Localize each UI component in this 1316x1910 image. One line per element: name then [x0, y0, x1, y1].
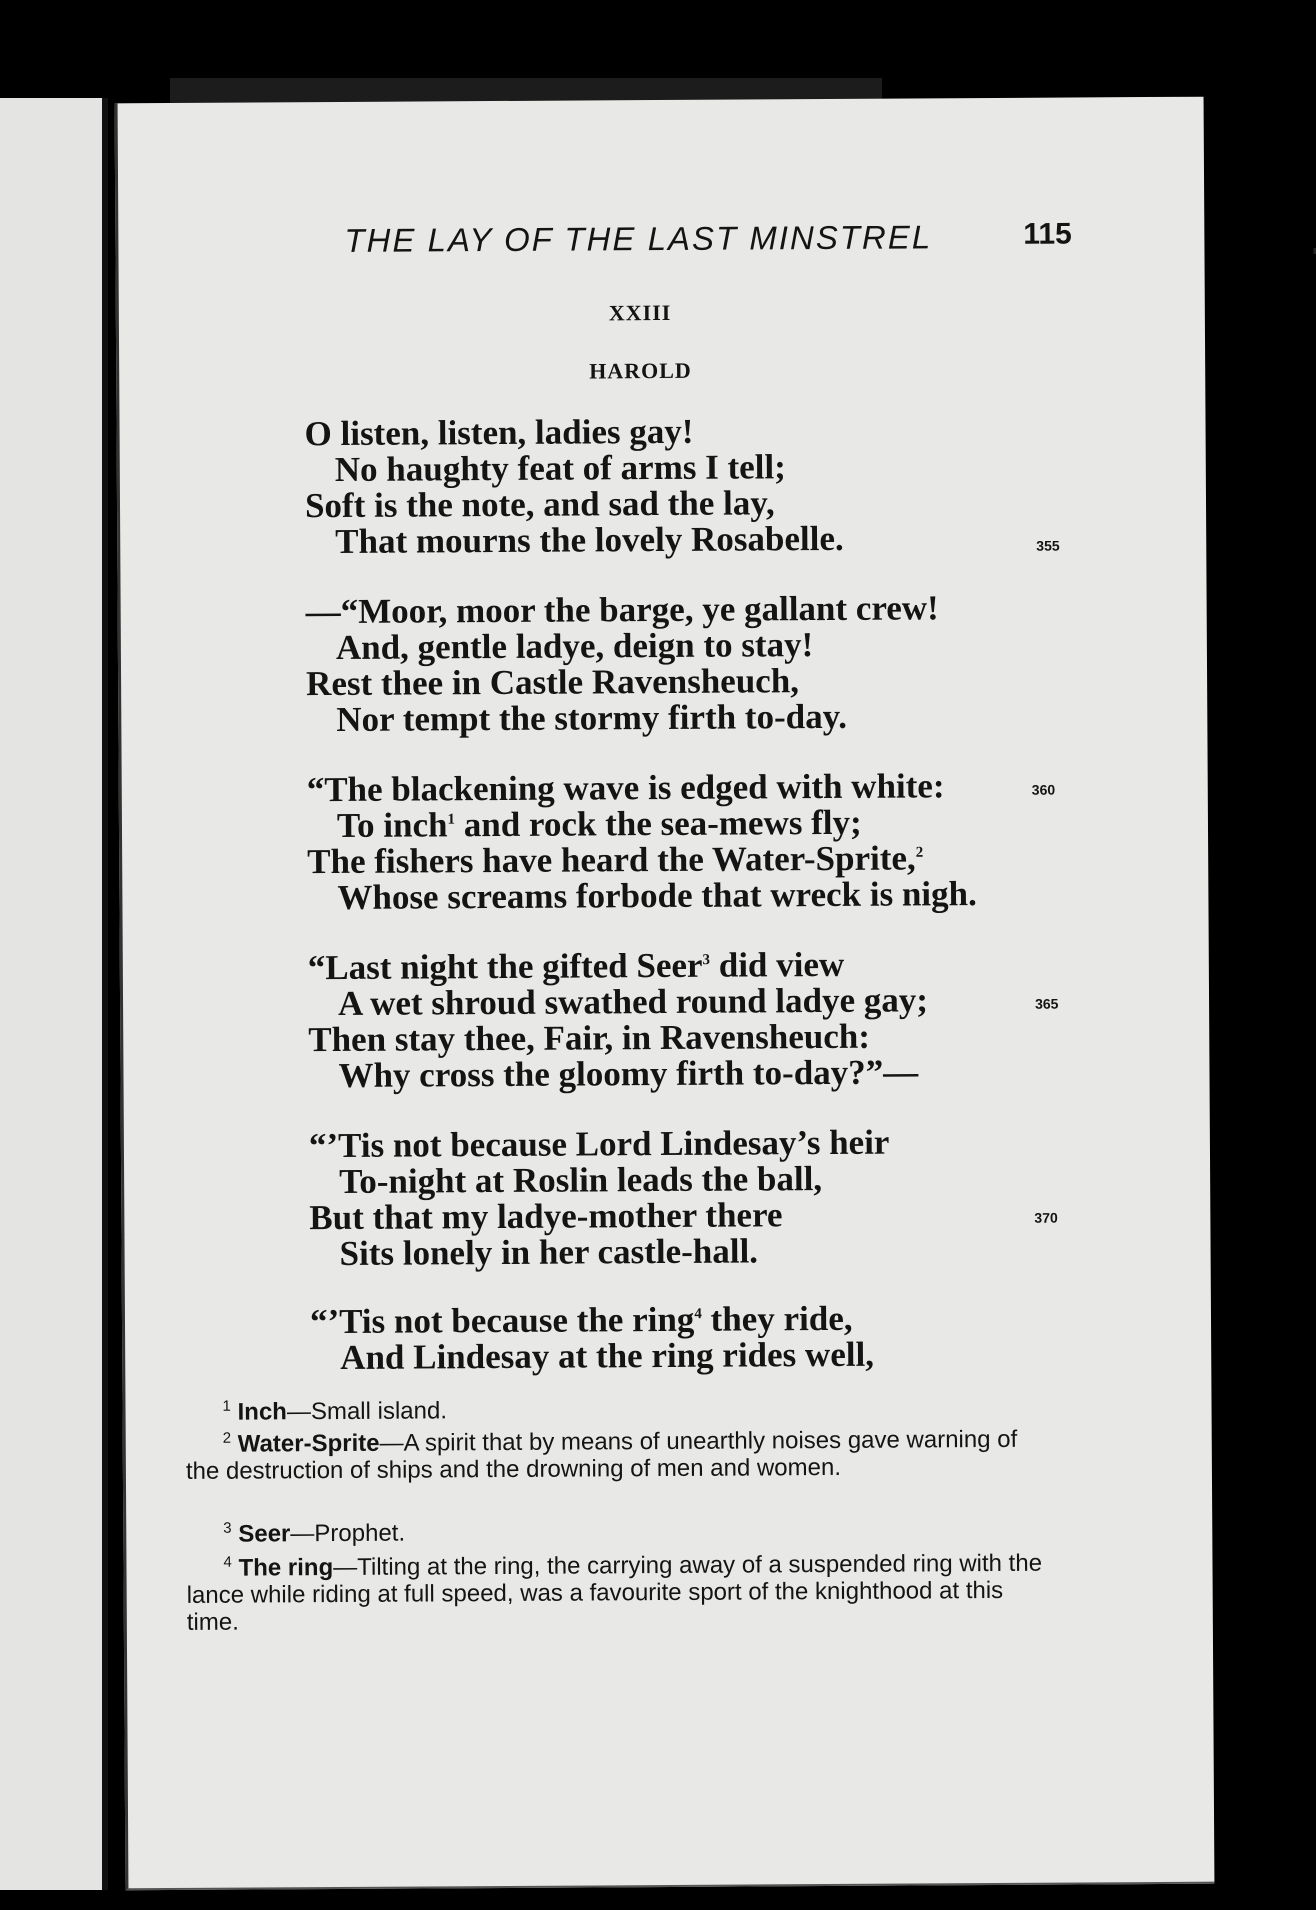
poem-line: Why cross the gloomy firth to-day?”— — [338, 1052, 919, 1095]
line-number: 360 — [1031, 781, 1056, 798]
footnote: $^1$ Inch—Small island. — [222, 1397, 448, 1426]
footnote: $^4$ The ring—Tilting at the ring, the carrying away of a suspended ring with the lance while riding at full speed, was a favourite sport of the knighthood at this time. — [186, 1549, 1043, 1636]
line-number: 365 — [1035, 995, 1059, 1012]
poem-line: O listen, listen, ladies gay! — [304, 411, 694, 454]
poem-line: And Lindesay at the ring rides well, — [340, 1334, 875, 1377]
running-head: THE LAY OF THE LAST MINSTREL — [344, 218, 933, 259]
poem-line: Sits lonely in her castle-hall. — [339, 1231, 759, 1273]
poem-line: Whose screams forbode that wreck is nigh. — [337, 874, 977, 917]
poem-line: —“Moor, moor the barge, ye gallant crew! — [305, 588, 939, 632]
canto-number: XXIII — [608, 299, 672, 326]
poem-line: To inch$^1$ and rock the sea-mews fly; — [336, 802, 862, 845]
poem-line: Nor tempt the stormy firth to-day. — [336, 696, 848, 739]
poem-line: Then stay thee, Fair, in Ravensheuch: — [308, 1016, 871, 1060]
poem-line: And, gentle ladye, deign to stay! — [335, 625, 814, 668]
line-number: 370 — [1034, 1209, 1058, 1226]
poem-line: The fishers have heard the Water-Sprite,$^2$ — [307, 838, 924, 882]
poem-line: To-night at Roslin leads the ball, — [339, 1159, 823, 1201]
poem-line: A wet shroud swathed round ladye gay; — [337, 980, 929, 1023]
poem-line: Soft is the note, and sad the lay, — [304, 483, 775, 526]
poem-line: “Last night the gifted Seer$^3$ did view — [307, 944, 845, 988]
poem-line: “’Tis not because the ring$^4$ they ride, — [309, 1298, 853, 1342]
poem-line: “’Tis not because Lord Lindesay’s heir — [308, 1122, 890, 1166]
line-number: 355 — [1036, 537, 1060, 554]
poem-line: No haughty feat of arms I tell; — [334, 447, 786, 490]
poem-title: HAROLD — [589, 357, 692, 384]
poem-line: But that my ladye-mother there — [309, 1195, 783, 1238]
poem-line: Rest thee in Castle Ravensheuch, — [305, 661, 800, 704]
footnote: $^3$ Seer—Prophet. — [223, 1519, 406, 1548]
footnote: $^2$ Water-Sprite—A spirit that by means of unearthly noises gave warning of the destruction of ships and the drowning of men and women. — [185, 1425, 1018, 1485]
page-number: 115 — [1023, 217, 1072, 251]
book-page — [115, 97, 1215, 1891]
poem-line: “The blackening wave is edged with white: — [306, 766, 945, 810]
facing-page-edge — [0, 98, 108, 1890]
poem-line: That mourns the lovely Rosabelle. — [335, 518, 844, 562]
